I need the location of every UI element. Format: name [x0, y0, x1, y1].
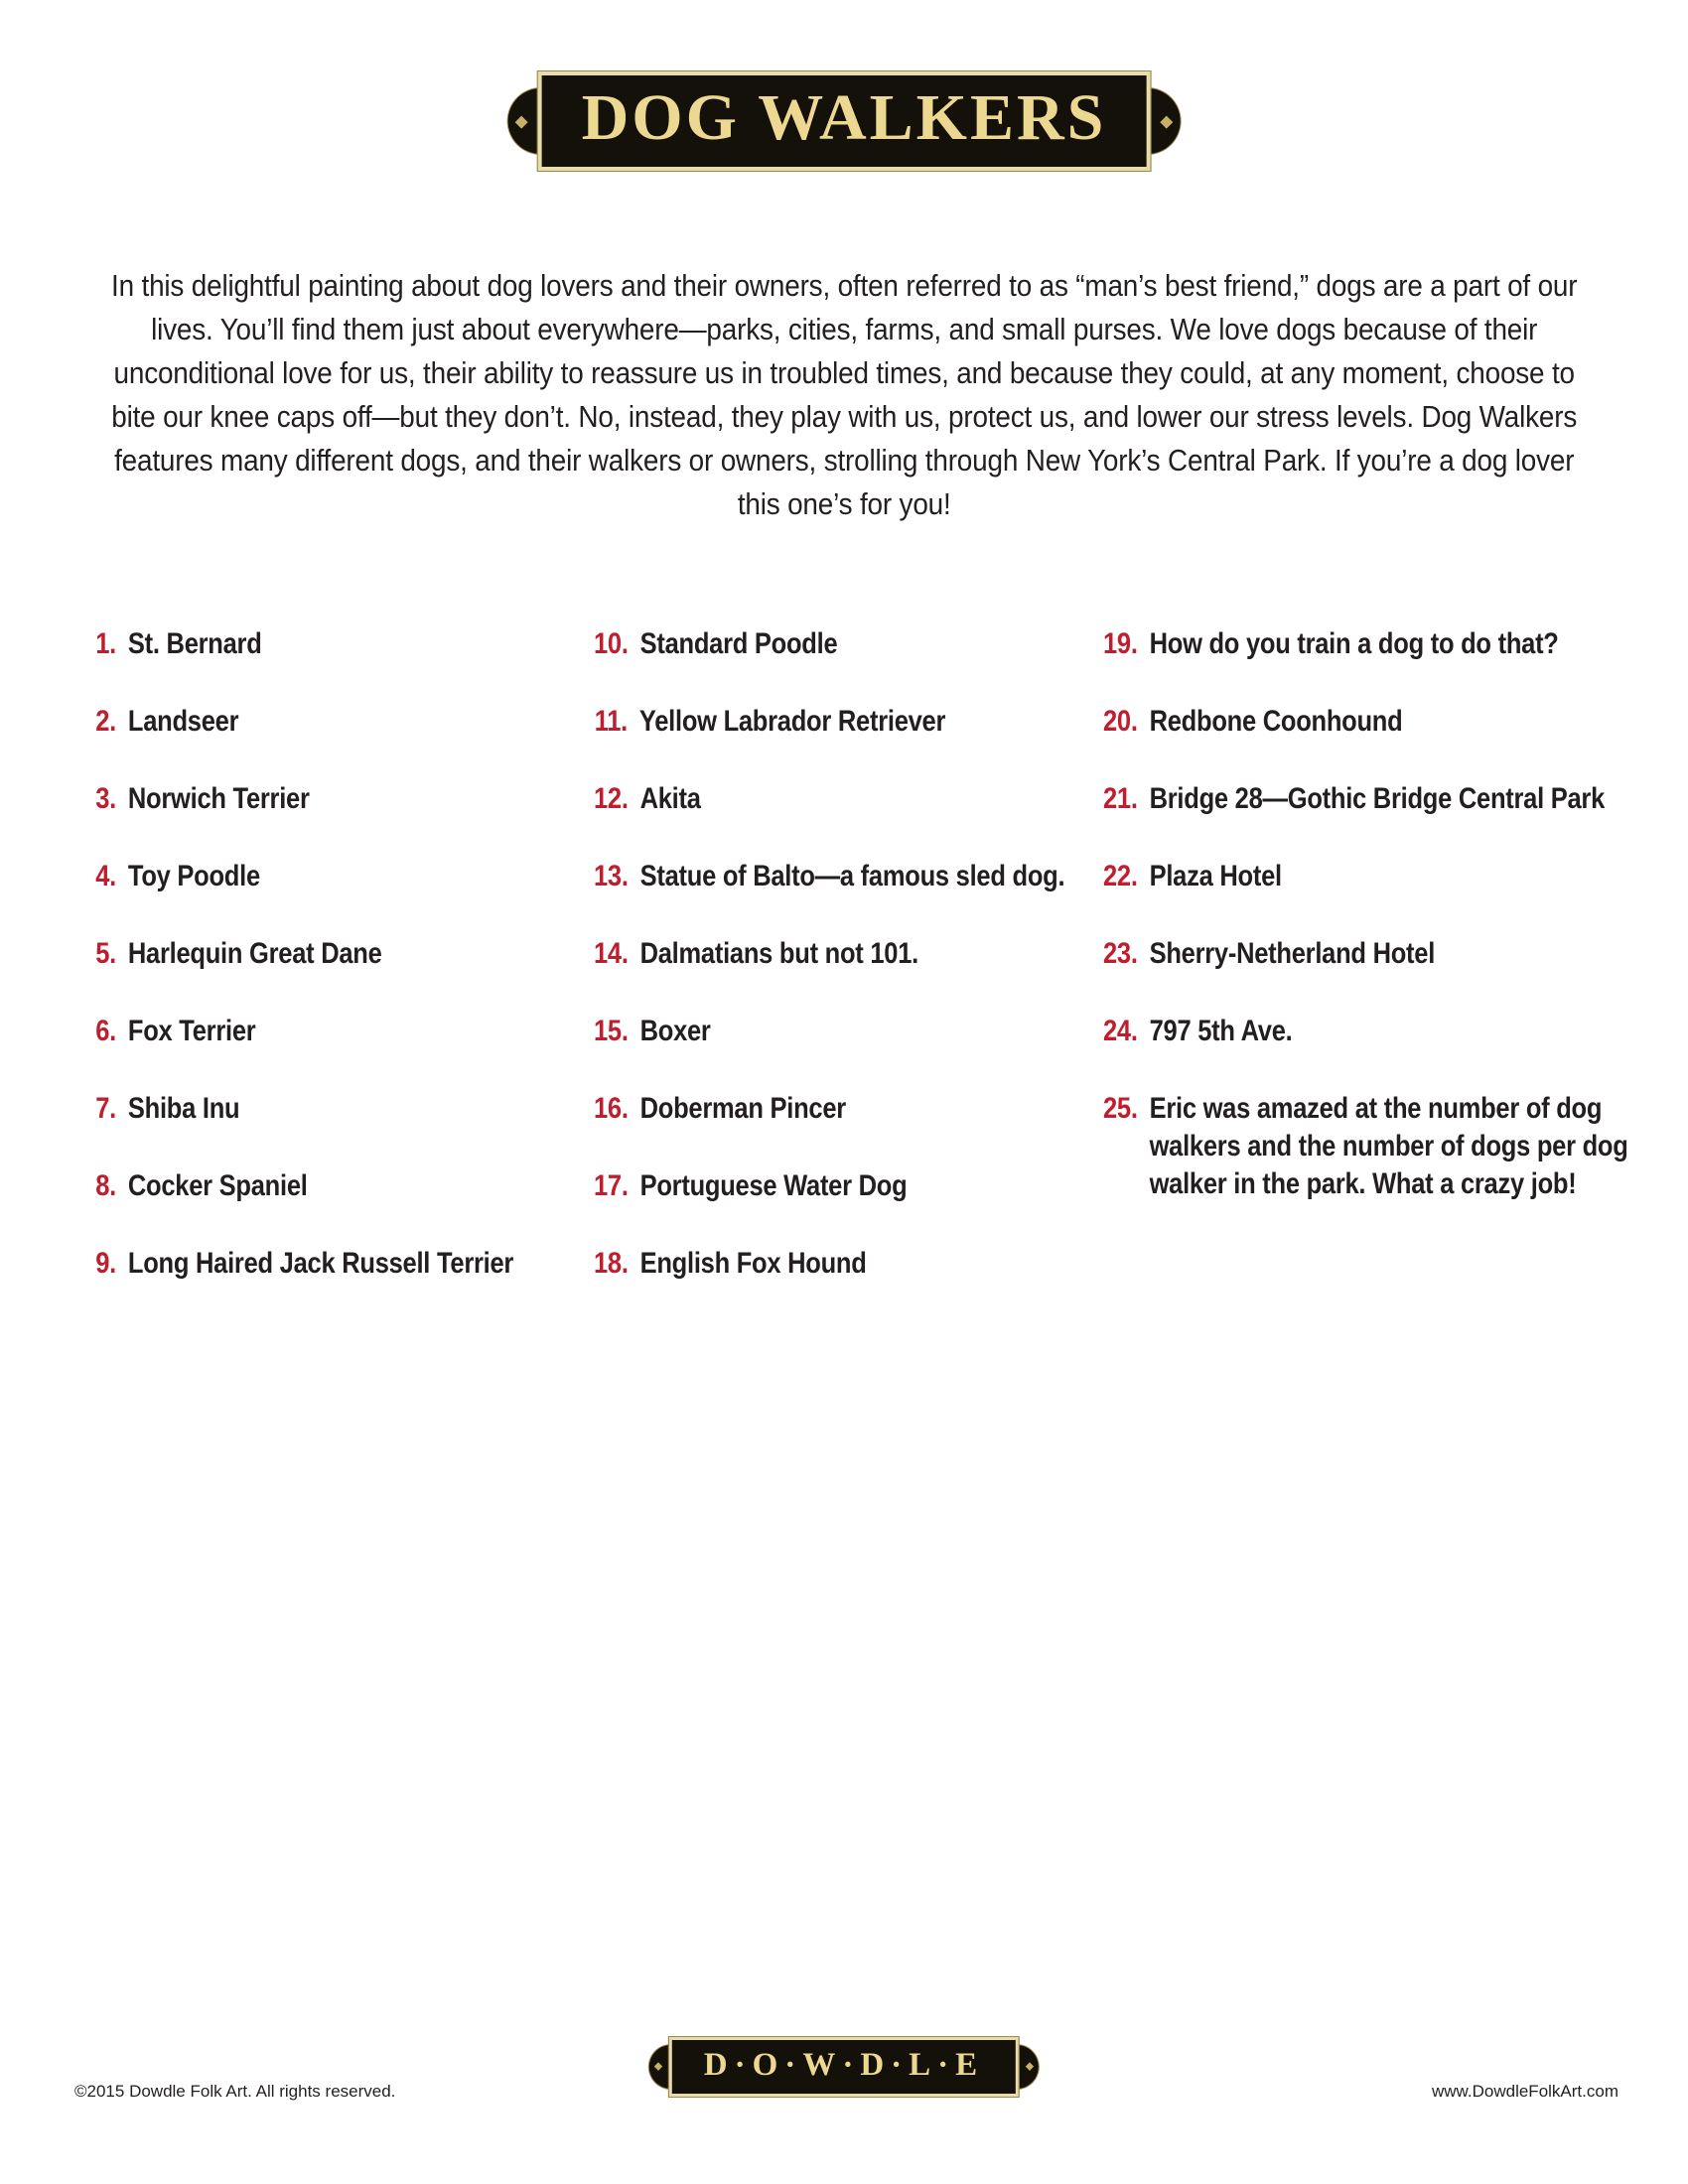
list-item	[594, 625, 1100, 663]
list-item	[1103, 935, 1652, 973]
item-number: 3.	[95, 782, 116, 815]
item-text: Long Haired Jack Russell Terrier	[127, 1247, 514, 1280]
list-item	[82, 780, 589, 818]
item-number: 21.	[1103, 782, 1138, 815]
list-item	[82, 1013, 589, 1050]
item-text: Toy Poodle	[127, 860, 260, 892]
list-item	[1103, 625, 1652, 663]
item-number: 12.	[594, 782, 629, 815]
item-number: 5.	[95, 937, 116, 970]
item-number: 6.	[95, 1015, 116, 1047]
item-text: Plaza Hotel	[1149, 860, 1282, 892]
title-banner	[514, 71, 1174, 171]
item-number: 15.	[594, 1015, 629, 1047]
item-number: 17.	[594, 1169, 629, 1202]
item-number: 14.	[594, 937, 629, 970]
item-number: 2.	[95, 705, 116, 738]
item-number: 24.	[1103, 1015, 1138, 1047]
list-item	[82, 858, 589, 895]
list-item	[82, 703, 589, 741]
item-text: Redbone Coonhound	[1149, 705, 1403, 738]
item-number: 13.	[594, 860, 629, 892]
intro-paragraph: In this delightful painting about dog lovers and their owners, often referred to as “man’s best friend,” dogs are a part of our lives. You’ll find them just about everywhere—parks, cities, farms, and small purses. We love dogs because of their unconditional love for us, their ability to reassure us in troubled times, and because they could, at any moment, choose to bite our knee caps off—but they don’t. No, instead, they play with us, protect us, and lower our stress levels. Dog Walkers features many different dogs, and their walkers or owners, strolling through New York’s Central Park. If you’re a dog lover this one’s for you!	[111, 268, 1578, 521]
list-item	[82, 1090, 589, 1128]
item-text: How do you train a dog to do that?	[1149, 627, 1559, 660]
item-number: 8.	[95, 1169, 116, 1202]
item-text: Portuguese Water Dog	[639, 1169, 908, 1202]
diamond-icon: ◆	[653, 2060, 663, 2073]
item-number: 19.	[1103, 627, 1138, 660]
item-number: 11.	[594, 705, 628, 738]
item-text: Statue of Balto—a famous sled dog.	[639, 860, 1065, 892]
list-item	[594, 1013, 1100, 1050]
list-item	[594, 935, 1100, 973]
list-item	[1103, 1090, 1652, 1203]
list-item	[594, 1167, 1100, 1205]
item-number: 16.	[594, 1092, 629, 1125]
item-number: 10.	[594, 627, 629, 660]
list-item	[82, 935, 589, 973]
list-item	[1103, 780, 1652, 818]
item-text: Standard Poodle	[639, 627, 838, 660]
list-item	[1103, 1013, 1652, 1050]
legend-column-2	[594, 625, 1100, 1322]
item-text: Doberman Pincer	[639, 1092, 846, 1125]
dowdle-logo-text: D·O·W·D·L·E	[703, 2047, 985, 2083]
item-text: Dalmatians but not 101.	[639, 937, 918, 970]
item-text: Shiba Inu	[127, 1092, 240, 1125]
item-text: Cocker Spaniel	[127, 1169, 308, 1202]
item-number: 1.	[95, 627, 116, 660]
list-item	[594, 780, 1100, 818]
title-plate	[538, 71, 1151, 171]
item-text: Boxer	[639, 1015, 711, 1047]
diamond-icon: ◆	[1160, 111, 1174, 131]
item-text: Eric was amazed at the number of dog walkers and the number of dogs per dog walker in the park. What a crazy job!	[1149, 1092, 1628, 1200]
list-item	[1103, 703, 1652, 741]
diamond-icon: ◆	[514, 111, 528, 131]
item-text: Bridge 28—Gothic Bridge Central Park	[1149, 782, 1606, 815]
list-item	[1103, 858, 1652, 895]
item-text: Harlequin Great Dane	[127, 937, 382, 970]
list-item	[594, 1090, 1100, 1128]
item-text: Landseer	[127, 705, 239, 738]
item-number: 22.	[1103, 860, 1138, 892]
list-item	[82, 1167, 589, 1205]
item-number: 20.	[1103, 705, 1138, 738]
item-number: 9.	[95, 1247, 116, 1280]
copyright-text: ©2015 Dowdle Folk Art. All rights reserved.	[74, 2082, 396, 2101]
item-text: 797 5th Ave.	[1149, 1015, 1293, 1047]
legend-column-3	[1103, 625, 1652, 1243]
item-number: 7.	[95, 1092, 116, 1125]
list-item	[82, 1245, 589, 1283]
item-number: 25.	[1103, 1092, 1138, 1125]
item-text: Norwich Terrier	[127, 782, 310, 815]
website-text: www.DowdleFolkArt.com	[1432, 2082, 1618, 2101]
legend-column-1	[82, 625, 589, 1322]
list-item	[594, 703, 1100, 741]
item-text: Fox Terrier	[127, 1015, 256, 1047]
item-text: Yellow Labrador Retriever	[638, 705, 946, 738]
item-number: 4.	[95, 860, 116, 892]
item-text: St. Bernard	[127, 627, 262, 660]
page-title: DOG WALKERS	[581, 81, 1107, 154]
dowdle-logo-banner	[653, 2037, 1035, 2097]
list-item	[82, 625, 589, 663]
item-text: Akita	[639, 782, 701, 815]
diamond-icon: ◆	[1025, 2060, 1035, 2073]
item-text: Sherry-Netherland Hotel	[1149, 937, 1436, 970]
item-text: English Fox Hound	[639, 1247, 867, 1280]
item-number: 18.	[594, 1247, 629, 1280]
list-item	[594, 858, 1100, 895]
list-item	[594, 1245, 1100, 1283]
dowdle-logo-plate	[669, 2037, 1019, 2097]
item-number: 23.	[1103, 937, 1138, 970]
